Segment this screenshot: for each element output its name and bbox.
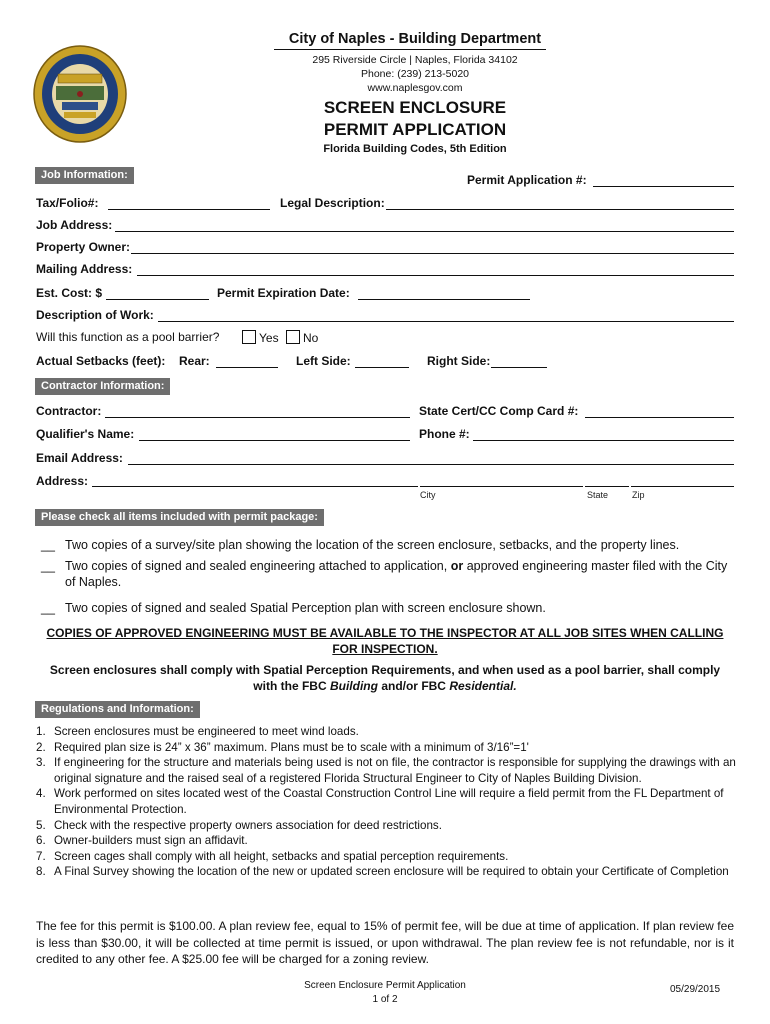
regulation-item: 1. Screen enclosures must be engineered to meet wind loads. — [36, 725, 359, 738]
job-info-section-header: Job Information: — [35, 167, 134, 184]
checklist-section-header: Please check all items included with permit package: — [35, 509, 324, 526]
rear-label: Rear: — [179, 354, 210, 368]
job-address-field[interactable] — [115, 219, 734, 232]
street-address-field[interactable] — [92, 474, 418, 487]
building-code-edition: Florida Building Codes, 5th Edition — [323, 143, 507, 155]
regulation-item: 6. Owner-builders must sign an affidavit. — [36, 834, 248, 848]
email-address-field[interactable] — [128, 452, 734, 465]
city-seal-logo — [32, 44, 128, 144]
footer-page-number: 1 of 2 — [372, 994, 398, 1005]
state-cert-field[interactable] — [585, 405, 734, 418]
yes-checkbox[interactable] — [242, 330, 256, 344]
mailing-address-label: Mailing Address: — [36, 262, 133, 276]
left-side-field[interactable] — [355, 355, 409, 368]
left-side-label: Left Side: — [296, 354, 351, 368]
pool-barrier-yes[interactable] — [242, 330, 279, 345]
fee-paragraph: The fee for this permit is $100.00. A plan review fee, equal to 15% of permit fee, will be due at time of application. If plan review fee is less than $30.00, it will be collected at time permit is issued, or upon withdrawal. The plan review fee is not refundable, nor is it credited to any other fee. A $25.00 fee will be charged for a zoning review. — [36, 919, 734, 966]
permit-expiration-field[interactable] — [358, 287, 530, 300]
checklist-item-2 — [65, 558, 735, 590]
regulation-item: 8. A Final Survey showing the location of the new or updated screen enclosure will be required to obtain your Certificate of Completion — [36, 865, 729, 879]
property-owner-label: Property Owner: — [36, 240, 131, 254]
est-cost-label: Est. Cost: $ — [36, 286, 103, 300]
regulations-section-header: Regulations and Information: — [35, 701, 200, 718]
tax-folio-label: Tax/Folio#: — [36, 196, 99, 210]
pool-barrier-question: Will this function as a pool barrier? — [36, 330, 220, 344]
checklist-item-3: Two copies of signed and sealed Spatial Perception plan with screen enclosure shown. — [65, 601, 546, 615]
footer-revision-date: 05/29/2015 — [670, 984, 721, 995]
legal-description-label: Legal Description: — [280, 196, 385, 210]
regulation-item: 4. Work performed on sites located west of the Coastal Construction Control Line will require a field permit from the FL Department of Environmental Protection. — [36, 787, 724, 816]
no-label: No — [303, 331, 319, 345]
compliance-notice — [45, 662, 725, 694]
compliance-residential: Residential. — [449, 679, 517, 693]
dept-website: www.naplesgov.com — [367, 82, 463, 94]
checklist-blank-3[interactable]: __ — [41, 601, 55, 615]
department-name: City of Naples - Building Department — [288, 31, 542, 47]
permit-number-label: Permit Application #: — [467, 173, 587, 187]
description-of-work-field[interactable] — [158, 309, 734, 322]
qualifier-name-field[interactable] — [139, 428, 410, 441]
tax-folio-field[interactable] — [108, 197, 270, 210]
yes-label: Yes — [259, 331, 279, 345]
footer-form-name: Screen Enclosure Permit Application — [304, 980, 466, 991]
city-field[interactable] — [420, 474, 583, 487]
rear-setback-field[interactable] — [216, 355, 278, 368]
engineering-notice: COPIES OF APPROVED ENGINEERING MUST BE AVAILABLE TO THE INSPECTOR AT ALL JOB SITES WHEN CALLING FOR INSPECTION. — [46, 626, 724, 656]
phone-label: Phone #: — [419, 427, 470, 441]
description-of-work-label: Description of Work: — [36, 308, 154, 322]
form-title-line2: PERMIT APPLICATION — [323, 120, 507, 139]
permit-expiration-label: Permit Expiration Date: — [217, 286, 350, 300]
header-rule — [274, 49, 546, 50]
est-cost-field[interactable] — [106, 287, 209, 300]
checklist-item-2-part1: Two copies of signed and sealed engineering attached to application, — [65, 559, 448, 573]
job-address-label: Job Address: — [36, 218, 113, 232]
right-side-field[interactable] — [491, 355, 547, 368]
regulation-item: 5. Check with the respective property owners association for deed restrictions. — [36, 818, 442, 832]
dept-address: 295 Riverside Circle | Naples, Florida 34102 — [312, 54, 518, 66]
regulation-item: 2. Required plan size is 24” x 36” maximum. Plans must be to scale with a minimum of 3/16”=1' — [36, 740, 529, 754]
checklist-item-1: Two copies of a survey/site plan showing the location of the screen enclosure, setbacks, and the property lines. — [65, 538, 680, 552]
pool-barrier-no[interactable] — [286, 330, 318, 345]
contractor-label: Contractor: — [36, 404, 102, 418]
setbacks-label: Actual Setbacks (feet): — [36, 354, 166, 368]
mailing-address-field[interactable] — [137, 263, 734, 276]
zip-caption: Zip — [632, 490, 645, 500]
regulations-list — [36, 724, 736, 880]
phone-field[interactable] — [473, 428, 734, 441]
state-caption: State — [587, 490, 609, 500]
permit-number-field[interactable] — [593, 174, 734, 187]
email-address-label: Email Address: — [36, 451, 123, 465]
no-checkbox[interactable] — [286, 330, 300, 344]
compliance-text-c: and/or FBC — [381, 679, 446, 693]
state-field[interactable] — [585, 474, 629, 487]
property-owner-field[interactable] — [131, 241, 734, 254]
checklist-or-word: or — [450, 559, 464, 573]
regulation-item: 3. If engineering for the structure and materials being used is not on file, the contractor is responsible for supplying the drawings with an original signature and the raised seal of a registered Florida Structural Engineer to City of Naples Building Division. — [36, 756, 736, 785]
checklist-item-2-part2: approved engineering master filed with the City of Naples. — [65, 559, 728, 589]
regulation-item: 7. Screen cages shall comply with all height, setbacks and spatial perception requirements. — [36, 849, 509, 863]
checklist-blank-2[interactable]: __ — [41, 559, 55, 573]
state-cert-label: State Cert/CC Comp Card #: — [419, 404, 579, 418]
qualifier-name-label: Qualifier's Name: — [36, 427, 135, 441]
checklist-blank-1[interactable]: __ — [41, 538, 55, 552]
zip-field[interactable] — [631, 474, 734, 487]
compliance-building: Building — [329, 679, 378, 693]
contractor-address-label: Address: — [36, 474, 89, 488]
city-caption: City — [420, 490, 436, 500]
form-title-line1: SCREEN ENCLOSURE — [323, 98, 507, 117]
compliance-text-a: Screen enclosures shall comply with Spatial Perception Requirements, and when used as a pool barrier, shall comply with the FBC — [49, 663, 721, 693]
right-side-label: Right Side: — [427, 354, 491, 368]
contractor-field[interactable] — [105, 405, 410, 418]
legal-description-field[interactable] — [386, 197, 734, 210]
contractor-section-header: Contractor Information: — [35, 378, 170, 395]
dept-phone: Phone: (239) 213-5020 — [361, 68, 469, 80]
